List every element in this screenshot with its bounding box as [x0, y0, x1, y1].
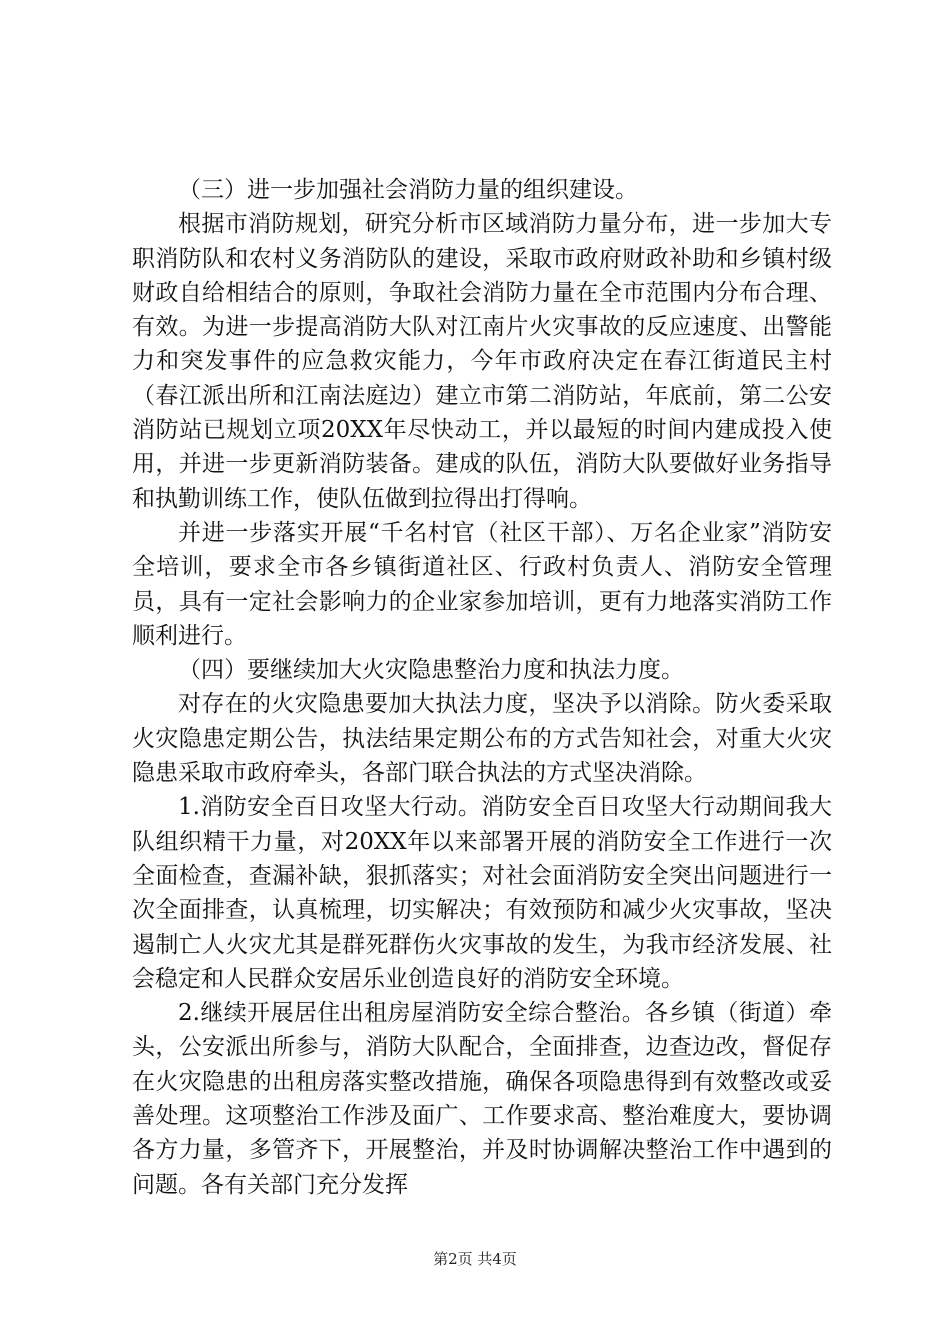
paragraph-force-construction: 根据市消防规划，研究分析市区域消防力量分布，进一步加大专职消防队和农村义务消防队的建设，采取市政府财政补助和乡镇村级财政自给相结合的原则，争取社会消防力量在全市范围内分布合理、有效。为进一步提高消防大队对江南片火灾事故的反应速度、出警能力和突发事件的应急救灾能力，今年市政府决定在春江街道民主村（春江派出所和江南法庭边）建立市第二消防站，年底前，第二公安消防站已规划立项20XX年尽快动工，并以最短的时间内建成投入使用，并进一步更新消防装备。建成的队伍，消防大队要做好业务指导和执勤训练工作，使队伍做到拉得出打得响。	[132, 211, 832, 512]
paragraph-enforcement: 对存在的火灾隐患要加大执法力度，坚决予以消除。防火委采取火灾隐患定期公告，执法结果定期公布的方式告知社会，对重大火灾隐患采取市政府牵头，各部门联合执法的方式坚决消除。	[132, 691, 832, 787]
paragraph-item-2: 2.继续开展居住出租房屋消防安全综合整治。各乡镇（街道）牵头，公安派出所参与，消防大队配合，全面排查，边查边改，督促存在火灾隐患的出租房落实整改措施，确保各项隐患得到有效整改或妥善处理。这项整治工作涉及面广、工作要求高、整治难度大，要协调各方力量，多管齐下，开展整治，并及时协调解决整治工作中遇到的问题。各有关部门充分发挥	[132, 1000, 832, 1198]
paragraph-training: 并进一步落实开展“千名村官（社区干部）、万名企业家”消防安全培训，要求全市各乡镇街道社区、行政村负责人、消防安全管理员，具有一定社会影响力的企业家参加培训，更有力地落实消防工作顺利进行。	[132, 519, 832, 649]
section-heading-4: （四）要继续加大火灾隐患整治力度和执法力度。	[178, 657, 684, 684]
document-body	[132, 173, 832, 1202]
section-heading-3: （三）进一步加强社会消防力量的组织建设。	[178, 177, 638, 203]
page-number-footer: 第2页 共4页	[433, 1250, 517, 1268]
paragraph-item-1: 1.消防安全百日攻坚大行动。消防安全百日攻坚大行动期间我大队组织精干力量，对20XX年以来部署开展的消防安全工作进行一次全面检查，查漏补缺，狠抓落实；对社会面消防安全突出问题进行一次全面排查，认真梳理，切实解决；有效预防和减少火灾事故，坚决遏制亡人火灾尤其是群死群伤火灾事故的发生，为我市经济发展、社会稳定和人民群众安居乐业创造良好的消防安全环境。	[132, 794, 832, 992]
